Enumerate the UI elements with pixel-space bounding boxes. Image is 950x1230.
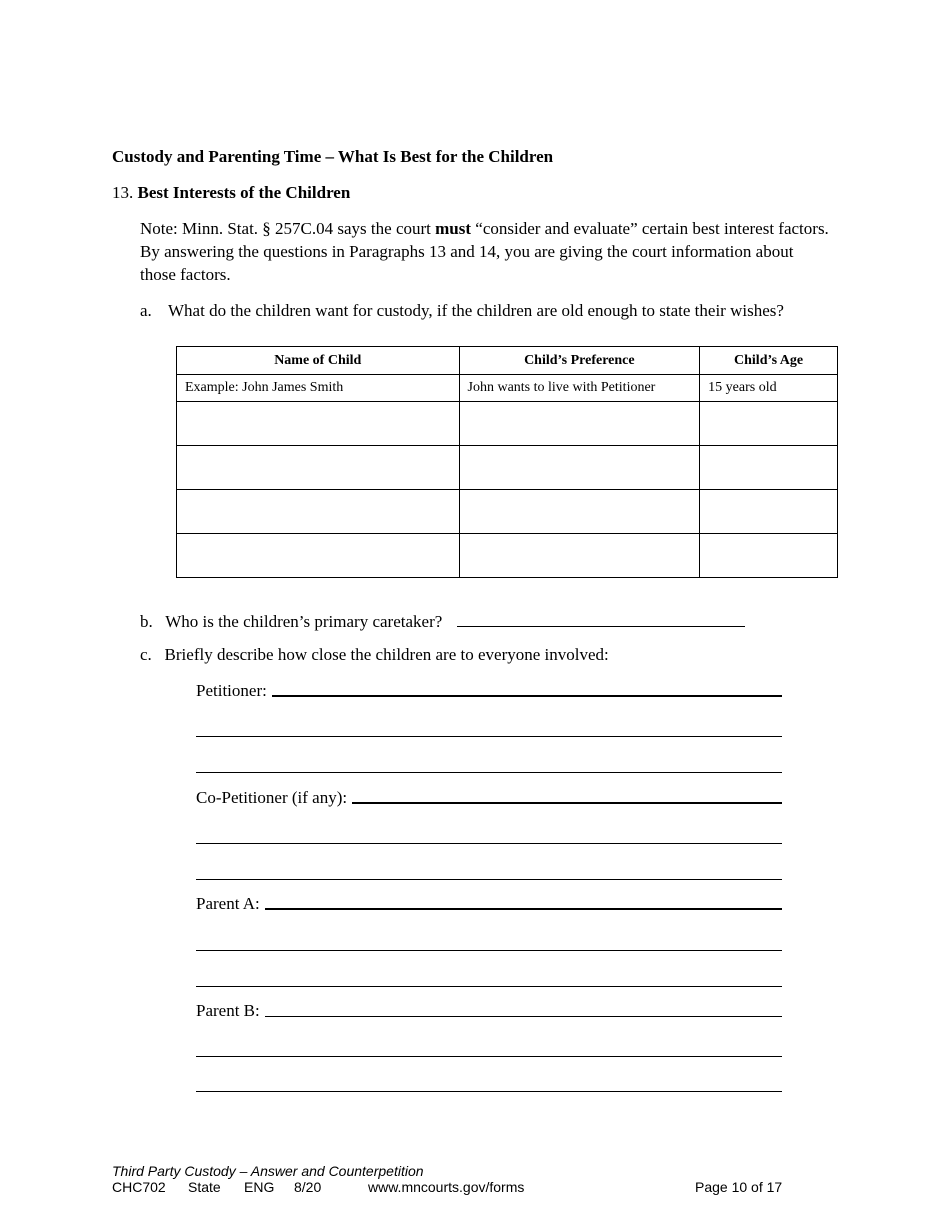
- item-number: 13.: [112, 183, 134, 202]
- section-title: Custody and Parenting Time – What Is Best for the Children: [112, 147, 554, 166]
- header-name-of-child: Name of Child: [177, 347, 460, 375]
- child-age-cell[interactable]: [700, 490, 838, 534]
- question-b-label: b.: [140, 612, 153, 631]
- child-name-cell[interactable]: [177, 490, 460, 534]
- child-preference-cell[interactable]: [459, 402, 700, 446]
- header-childs-age: Child’s Age: [700, 347, 838, 375]
- petitioner-line-3[interactable]: [196, 772, 782, 773]
- co-petitioner-field[interactable]: [196, 788, 782, 808]
- table-row[interactable]: [177, 446, 838, 490]
- footer-version: 8/20: [294, 1179, 322, 1195]
- item-title: Best Interests of the Children: [137, 183, 351, 202]
- table-row[interactable]: [177, 490, 838, 534]
- parent-b-line[interactable]: [265, 1015, 782, 1017]
- note-paragraph: [140, 217, 830, 286]
- petitioner-line[interactable]: [272, 694, 782, 697]
- header-childs-preference: Child’s Preference: [459, 347, 700, 375]
- table-row[interactable]: [177, 534, 838, 578]
- question-b-text: Who is the children’s primary caretaker?: [165, 612, 443, 631]
- question-c-text: Briefly describe how close the children are to everyone involved:: [164, 645, 609, 664]
- footer-page-number: Page 10 of 17: [695, 1179, 783, 1195]
- question-c: [140, 645, 609, 665]
- child-age-cell[interactable]: [700, 446, 838, 490]
- question-a-text: What do the children want for custody, if the children are old enough to state their wishes?: [168, 301, 784, 320]
- parent-a-line-2[interactable]: [196, 950, 782, 951]
- petitioner-field[interactable]: [196, 681, 782, 701]
- footer-form-code: CHC702: [112, 1179, 166, 1195]
- child-preference-cell[interactable]: [459, 490, 700, 534]
- co-petitioner-line-3[interactable]: [196, 879, 782, 880]
- note-bold-must: must: [435, 219, 472, 238]
- question-a-label: a.: [140, 301, 152, 320]
- item-heading: [112, 183, 350, 203]
- co-petitioner-line[interactable]: [352, 801, 782, 804]
- child-preference-cell[interactable]: [459, 534, 700, 578]
- note-text-1: Note: Minn. Stat. § 257C.04 says the court: [140, 219, 436, 238]
- petitioner-label: Petitioner:: [196, 681, 267, 700]
- co-petitioner-label: Co-Petitioner (if any):: [196, 788, 348, 807]
- parent-a-line-3[interactable]: [196, 986, 782, 987]
- footer-url: www.mncourts.gov/forms: [368, 1179, 525, 1195]
- question-c-label: c.: [140, 645, 152, 664]
- example-age: 15 years old: [700, 375, 838, 402]
- co-petitioner-line-2[interactable]: [196, 843, 782, 844]
- footer-title: Third Party Custody – Answer and Counterpetition: [112, 1163, 424, 1179]
- footer-language: ENG: [244, 1179, 275, 1195]
- page-footer: [112, 1163, 784, 1197]
- parent-b-line-3[interactable]: [196, 1091, 782, 1092]
- parent-a-field[interactable]: [196, 894, 782, 914]
- example-preference: John wants to live with Petitioner: [459, 375, 700, 402]
- question-a: [140, 299, 820, 322]
- parent-a-line[interactable]: [265, 907, 782, 910]
- parent-b-field[interactable]: [196, 1001, 782, 1021]
- example-name: Example: John James Smith: [177, 375, 460, 402]
- primary-caretaker-field[interactable]: [457, 610, 745, 627]
- petitioner-line-2[interactable]: [196, 736, 782, 737]
- footer-jurisdiction: State: [188, 1179, 221, 1195]
- example-row: [177, 375, 838, 402]
- note-text-2: “consider and evaluate” certain best interest factors. By answering the questions in Paragraphs 13 and 14, you are giving the court information about those factors.: [140, 219, 829, 284]
- footer-meta-row: [112, 1179, 784, 1197]
- children-preference-table: [176, 346, 838, 578]
- question-b: [140, 610, 745, 632]
- parent-b-line-2[interactable]: [196, 1056, 782, 1057]
- child-preference-cell[interactable]: [459, 446, 700, 490]
- child-name-cell[interactable]: [177, 446, 460, 490]
- parent-b-label: Parent B:: [196, 1001, 260, 1020]
- child-name-cell[interactable]: [177, 402, 460, 446]
- child-age-cell[interactable]: [700, 402, 838, 446]
- table-header-row: [177, 347, 838, 375]
- child-age-cell[interactable]: [700, 534, 838, 578]
- child-name-cell[interactable]: [177, 534, 460, 578]
- parent-a-label: Parent A:: [196, 894, 260, 913]
- table-row[interactable]: [177, 402, 838, 446]
